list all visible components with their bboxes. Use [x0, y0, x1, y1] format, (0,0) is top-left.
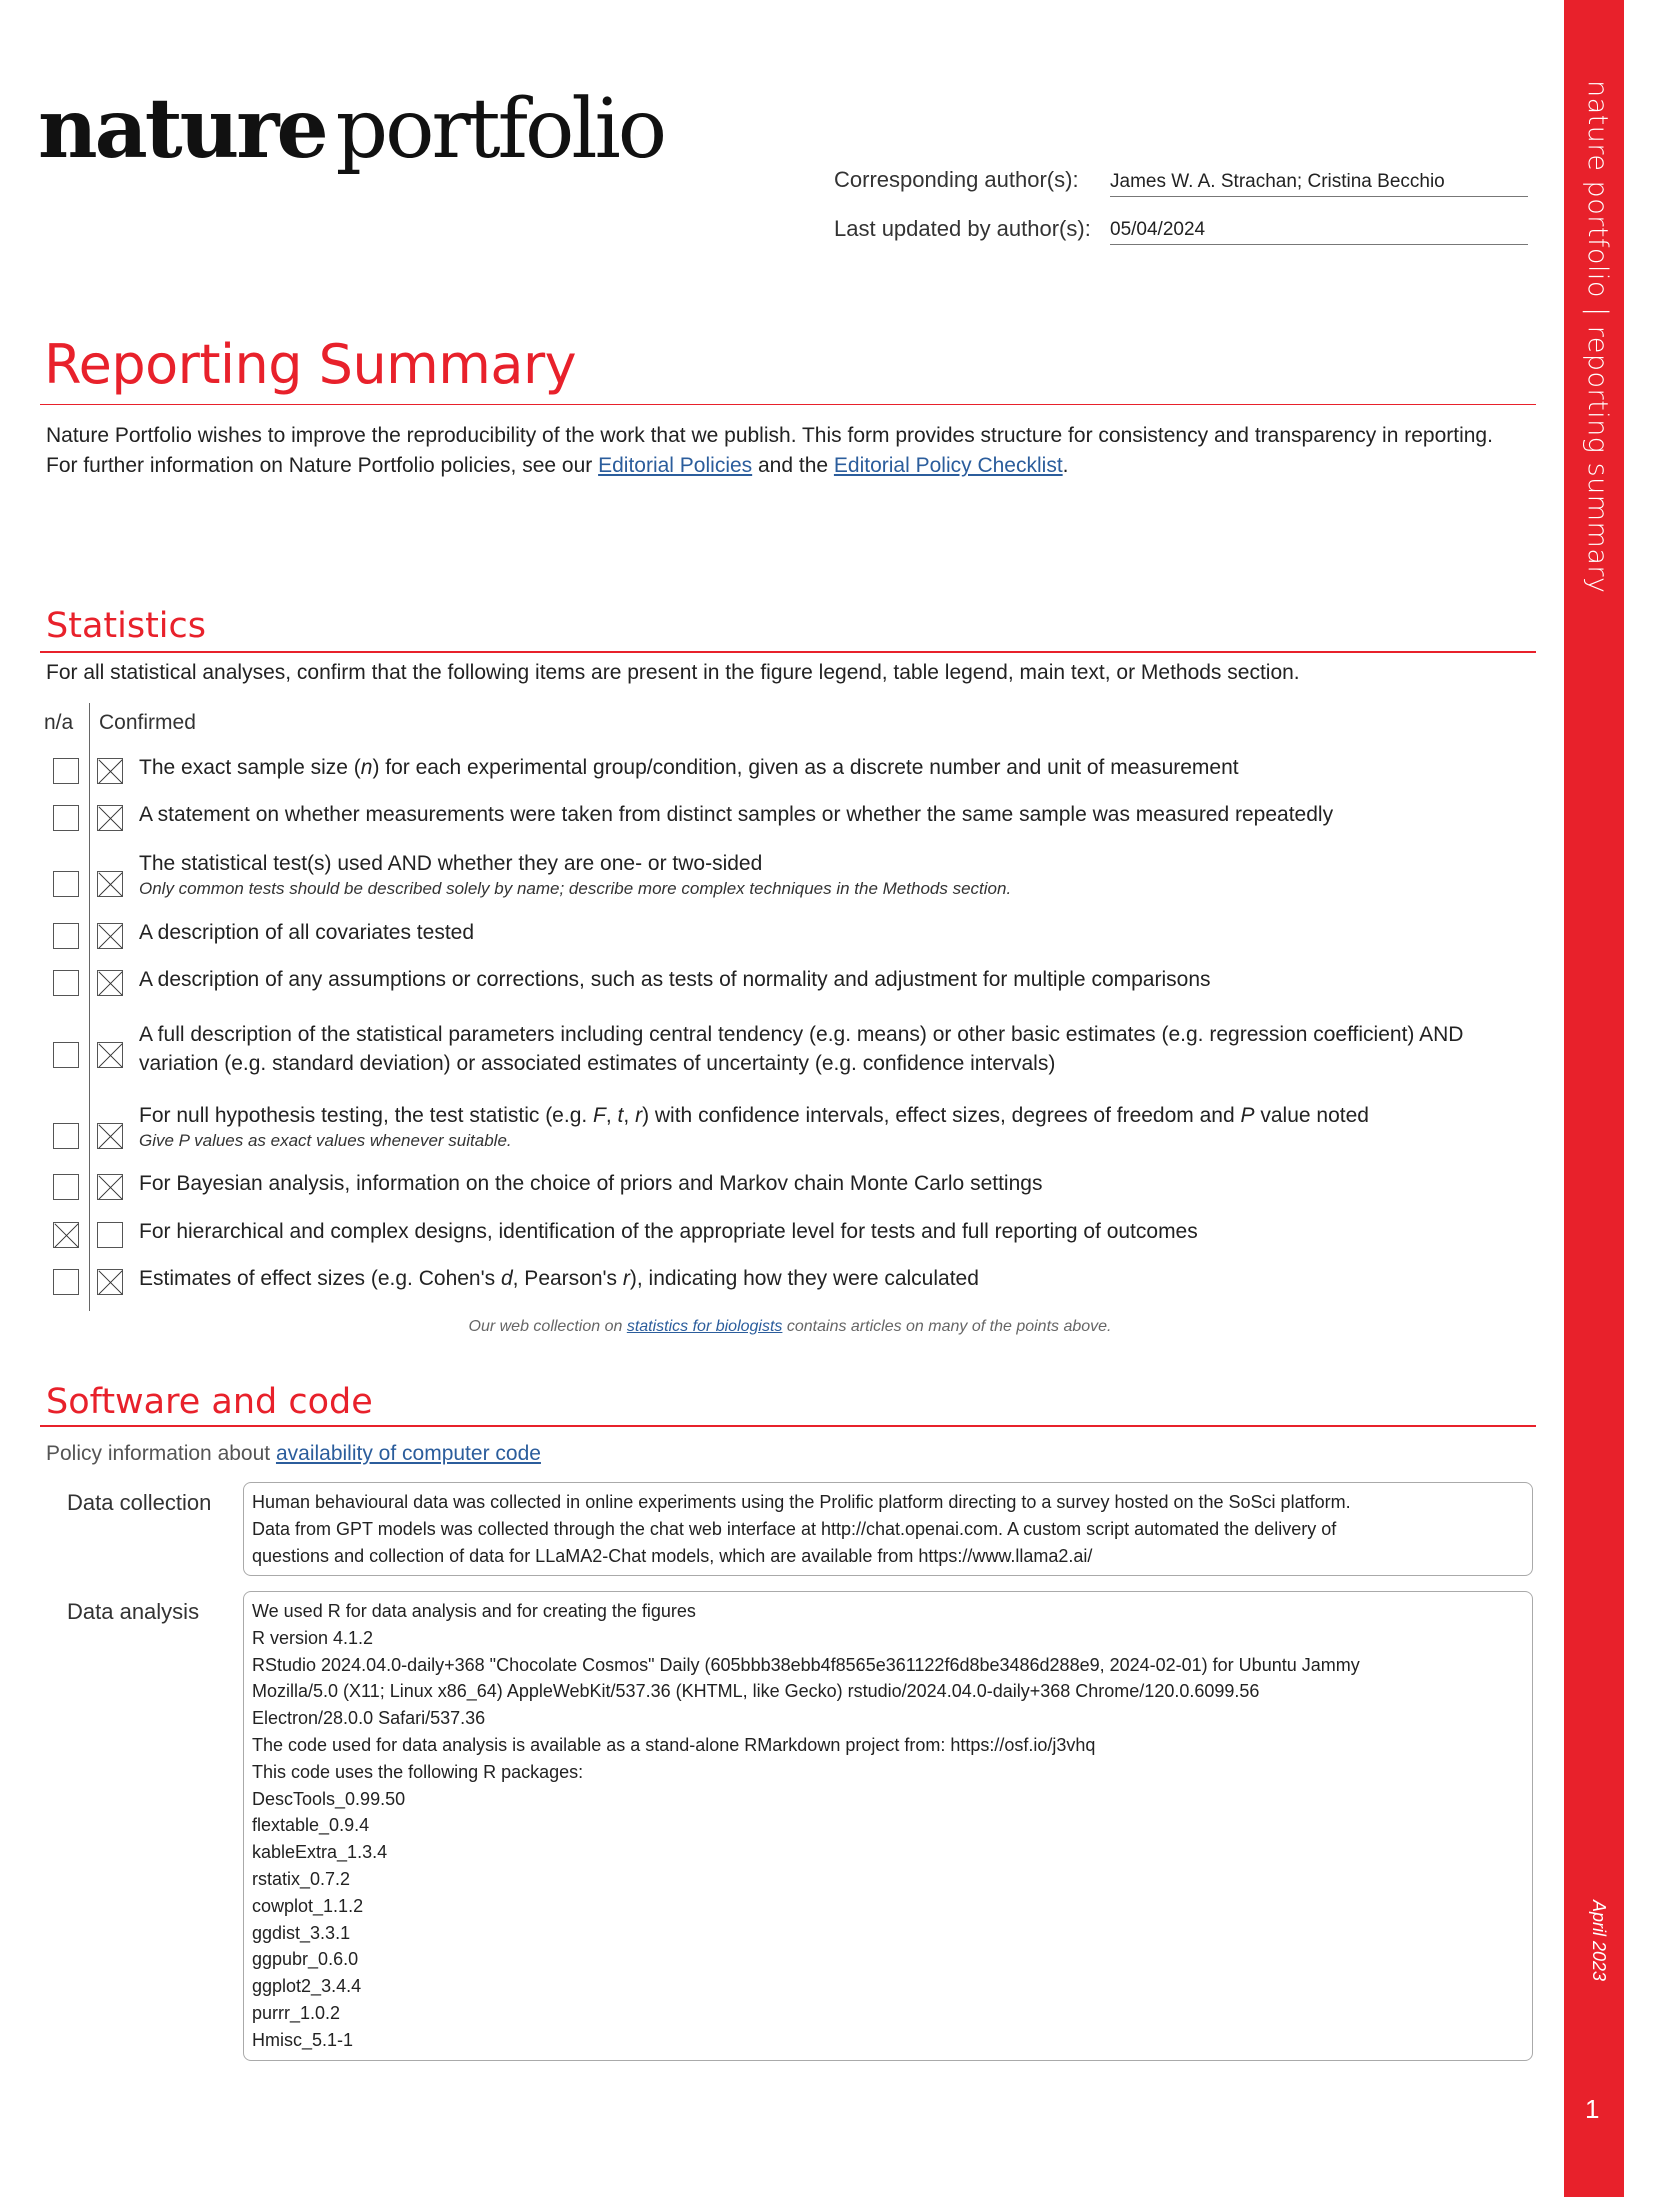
field-line: Electron/28.0.0 Safari/537.36: [252, 1708, 486, 1729]
na-checkbox[interactable]: [53, 1042, 79, 1068]
stat-item-text: [139, 849, 1539, 900]
na-checkbox[interactable]: [53, 923, 79, 949]
confirmed-checkbox[interactable]: [97, 1222, 123, 1248]
data-analysis-label: Data analysis: [67, 1599, 200, 1624]
field-line: rstatix_0.7.2: [252, 1868, 351, 1889]
corresponding-author-label: Corresponding author(s):: [834, 167, 1079, 192]
stat-item-text: [139, 1264, 1539, 1293]
data-collection-label: Data collection: [67, 1490, 212, 1515]
software-heading: Software and code: [46, 1382, 373, 1422]
na-checkbox[interactable]: [53, 1123, 79, 1149]
field-line: flextable_0.9.4: [252, 1815, 370, 1836]
confirmed-checkbox[interactable]: [97, 1123, 123, 1149]
availability-of-code-link[interactable]: availability of computer code: [275, 1442, 541, 1465]
field-line: This code uses the following R packages:: [252, 1761, 584, 1782]
sidebar-date: April 2023: [1589, 1900, 1609, 1982]
stat-text-part: ,: [605, 1104, 618, 1127]
na-checkbox[interactable]: [53, 1269, 79, 1295]
logo-part-nature: nature: [38, 81, 326, 177]
stat-item-text: [139, 1101, 1539, 1152]
software-rule: [40, 1425, 1536, 1427]
statistics-heading: Statistics: [46, 606, 206, 646]
last-updated-label: Last updated by author(s):: [834, 216, 1091, 241]
sidebar-title: nature portfolio | reporting summary: [1582, 80, 1613, 594]
na-checkbox[interactable]: [53, 970, 79, 996]
stat-text-part: The statistical test(s) used AND whether they are one- or two-sided: [139, 852, 763, 875]
confirmed-checkbox[interactable]: [97, 758, 123, 784]
intro-text-3: .: [1062, 454, 1069, 477]
na-checkbox[interactable]: [53, 805, 79, 831]
field-line: ggpubr_0.6.0: [252, 1949, 359, 1970]
intro-paragraph: [46, 421, 1526, 481]
field-line: RStudio 2024.04.0-daily+368 "Chocolate Cosmos" Daily (605bbb38ebb4f8565e361122f6d8be3486d288e9, 2024-02-01) for Ubuntu Jammy: [252, 1654, 1360, 1675]
confirmed-checkbox[interactable]: [97, 970, 123, 996]
stat-symbol: F: [593, 1104, 606, 1127]
web-note-pre: Our web collection on: [468, 1318, 627, 1335]
confirmed-checkbox[interactable]: [97, 923, 123, 949]
stat-item-text: [139, 800, 1539, 829]
confirmed-checkbox[interactable]: [97, 805, 123, 831]
field-line: DescTools_0.99.50: [252, 1788, 406, 1809]
statistics-intro: For all statistical analyses, confirm that the following items are present in the figure legend, table legend, main text, or Methods section.: [46, 661, 1300, 684]
field-line: ggplot2_3.4.4: [252, 1976, 362, 1997]
column-confirmed: Confirmed: [99, 711, 196, 734]
stat-item-note: Give P values as exact values whenever suitable.: [139, 1131, 512, 1150]
last-updated-value: 05/04/2024: [1110, 219, 1528, 245]
corresponding-author-value: James W. A. Strachan; Cristina Becchio: [1110, 171, 1528, 197]
editorial-policies-link[interactable]: Editorial Policies: [598, 454, 753, 477]
column-divider: [89, 703, 90, 1311]
stat-text-part: For null hypothesis testing, the test statistic (e.g.: [139, 1104, 594, 1127]
stat-symbol: t: [617, 1104, 624, 1127]
na-checkbox[interactable]: [53, 1174, 79, 1200]
stat-text-part: The exact sample size (: [139, 756, 361, 779]
field-line: kableExtra_1.3.4: [252, 1842, 388, 1863]
page-title: Reporting Summary: [44, 333, 577, 396]
stat-item-text: [139, 918, 1539, 947]
na-checkbox[interactable]: [53, 1222, 79, 1248]
intro-text-1: Nature Portfolio wishes to improve the reproducibility of the work that we publish. This form provides structure for consistency and transparency in reporting. For further information on Nature Portfolio policies, see our: [46, 424, 1493, 477]
nature-portfolio-logo: [38, 81, 665, 177]
stat-text-part: ) with confidence intervals, effect sizes, degrees of freedom and: [642, 1104, 1241, 1127]
field-line: Mozilla/5.0 (X11; Linux x86_64) AppleWebKit/537.36 (KHTML, like Gecko) rstudio/2024.04.0-daily+368 Chrome/120.0.6099.56: [252, 1681, 1260, 1702]
stat-item-text: [139, 1020, 1539, 1078]
editorial-policy-checklist-link[interactable]: Editorial Policy Checklist: [833, 454, 1063, 477]
field-line: purrr_1.0.2: [252, 2002, 341, 2023]
stat-item-text: [139, 1169, 1539, 1198]
na-checkbox[interactable]: [53, 758, 79, 784]
stat-text-part: , Pearson's: [512, 1267, 623, 1290]
field-line: Human behavioural data was collected in online experiments using the Prolific platform directing to a survey hosted on the SoSci platform.: [252, 1492, 1351, 1512]
stat-symbol: n: [360, 756, 373, 779]
stat-symbol: P: [1240, 1104, 1255, 1127]
web-note-post: contains articles on many of the points above.: [782, 1318, 1112, 1335]
confirmed-checkbox[interactable]: [97, 1269, 123, 1295]
stat-symbol: r: [635, 1104, 643, 1127]
page-number: 1: [1585, 2094, 1600, 2124]
stat-text-part: A full description of the statistical parameters including central tendency (e.g. means) or other basic estimates (e.g. regression coefficient) AND variation (e.g. standard deviation) or associated estimates of uncertainty (e.g. confidence intervals): [139, 1023, 1464, 1075]
field-line: R version 4.1.2: [252, 1627, 374, 1648]
field-line: Hmisc_5.1-1: [252, 2029, 354, 2050]
field-line: ggdist_3.3.1: [252, 1922, 351, 1943]
policy-pre: Policy information about: [46, 1442, 276, 1465]
stat-item-text: [139, 965, 1539, 994]
stat-text-part: A statement on whether measurements were taken from distinct samples or whether the same sample was measured repeatedly: [139, 803, 1334, 826]
data-collection-field[interactable]: [243, 1482, 1533, 1576]
field-line: Data from GPT models was collected through the chat web interface at http://chat.openai.com. A custom script automated the delivery of: [252, 1518, 1337, 1539]
stat-item-text: [139, 753, 1539, 782]
confirmed-checkbox[interactable]: [97, 871, 123, 897]
web-collection-note: [0, 1318, 1580, 1336]
na-checkbox[interactable]: [53, 871, 79, 897]
code-policy-info: [46, 1442, 541, 1466]
stat-text-part: A description of all covariates tested: [139, 921, 475, 944]
statistics-for-biologists-link[interactable]: statistics for biologists: [626, 1318, 783, 1335]
stat-text-part: For hierarchical and complex designs, identification of the appropriate level for tests and full reporting of outcomes: [139, 1220, 1198, 1243]
stat-text-part: value noted: [1254, 1104, 1369, 1127]
stat-symbol: d: [500, 1267, 513, 1290]
stat-text-part: ), indicating how they were calculated: [629, 1267, 979, 1290]
field-line: cowplot_1.1.2: [252, 1895, 364, 1916]
field-line: We used R for data analysis and for creating the figures: [252, 1601, 696, 1621]
stat-text-part: ) for each experimental group/condition, given as a discrete number and unit of measurement: [372, 756, 1239, 779]
intro-text-2: and the: [752, 454, 834, 477]
title-rule: [40, 404, 1536, 405]
stat-symbol: r: [622, 1267, 630, 1290]
confirmed-checkbox[interactable]: [97, 1174, 123, 1200]
stat-text-part: ,: [623, 1104, 636, 1127]
data-analysis-field[interactable]: [243, 1591, 1533, 2061]
statistics-rule: [40, 651, 1536, 653]
stat-text-part: A description of any assumptions or corrections, such as tests of normality and adjustment for multiple comparisons: [139, 968, 1211, 991]
column-na: n/a: [44, 711, 74, 734]
stat-text-part: Estimates of effect sizes (e.g. Cohen's: [139, 1267, 501, 1290]
confirmed-checkbox[interactable]: [97, 1042, 123, 1068]
logo-part-portfolio: portfolio: [335, 82, 665, 177]
stat-text-part: For Bayesian analysis, information on the choice of priors and Markov chain Monte Carlo settings: [139, 1172, 1043, 1195]
field-line: The code used for data analysis is available as a stand-alone RMarkdown project from: https://osf.io/j3vhq: [252, 1734, 1096, 1755]
field-line: questions and collection of data for LLaMA2-Chat models, which are available from https://www.llama2.ai/: [252, 1545, 1093, 1566]
stat-item-note: Only common tests should be described solely by name; describe more complex techniques in the Methods section.: [139, 879, 1012, 898]
stat-item-text: [139, 1217, 1539, 1246]
